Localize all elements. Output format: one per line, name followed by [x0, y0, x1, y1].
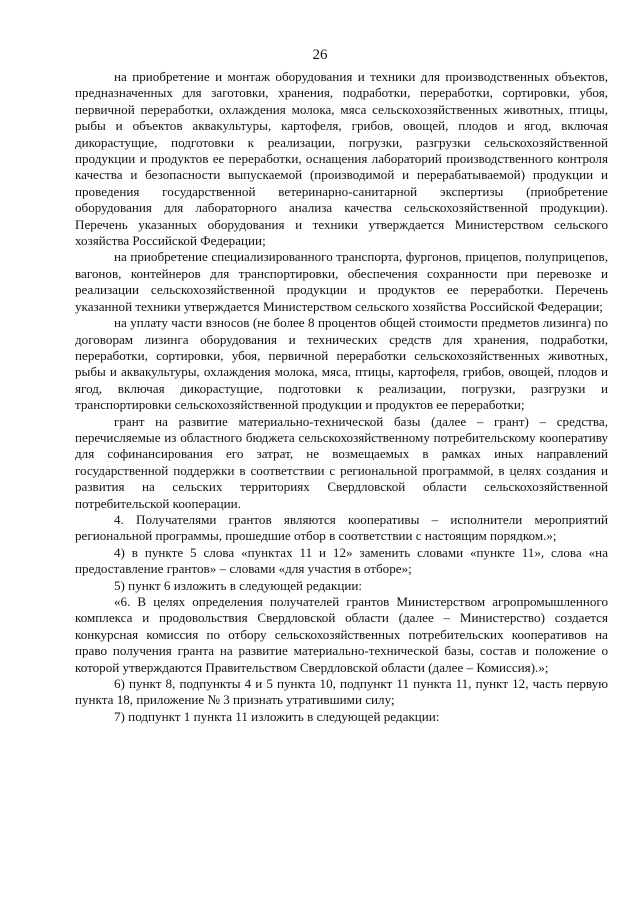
paragraph: на уплату части взносов (не более 8 процентов общей стоимости предметов лизинга) по договорам лизинга оборудования и технических средств для хранения, подработки, переработки, сортировки, убоя, первичной переработки сельскохозяйственных животных, рыбы и аквакультуры, охлаждения молока, мяса, птицы, картофеля, грибов, овощей, плодов и ягод, включая дикорастущие, подготовки к реализации, погрузки, разгрузки и транспортировки сельскохозяйственной продукции и продуктов ее переработки; — [75, 315, 608, 413]
paragraph: на приобретение специализированного транспорта, фургонов, прицепов, полуприцепов, вагонов, контейнеров для транспортировки, обеспечения сохранности при перевозке и реализации сельскохозяйственной продукции и продуктов ее переработки. Перечень указанной техники утверждается Министерством сельского хозяйства Российской Федерации; — [75, 249, 608, 314]
paragraph: 6) пункт 8, подпункты 4 и 5 пункта 10, подпункт 11 пункта 11, пункт 12, часть первую пункта 18, приложение № 3 признать утратившими силу; — [75, 676, 608, 708]
paragraph: 4) в пункте 5 слова «пунктах 11 и 12» заменить словами «пункте 11», слова «на предоставление грантов» – словами «для участия в отборе»; — [75, 544, 608, 577]
paragraph: 4. Получателями грантов являются кооперативы – исполнители мероприятий региональной программы, прошедшие отбор в соответствии с настоящим порядком.»; — [75, 511, 608, 544]
document-body — [75, 69, 608, 725]
paragraph: 7) подпункт 1 пункта 11 изложить в следующей редакции: — [114, 708, 440, 724]
paragraph: 5) пункт 6 изложить в следующей редакции: — [114, 577, 362, 593]
paragraph: «6. В целях определения получателей грантов Министерством агропромышленного комплекса и продовольствия Свердловской области (далее – Министерство) создается конкурсная комиссия по отбору сельскохозяйственных потребительских кооперативов на право получения гранта на развитие материально-технической базы, состав и положение о которой утверждаются Правительством Свердловской области (далее – Комиссия).»; — [75, 594, 608, 675]
paragraph: на приобретение и монтаж оборудования и техники для производственных объектов, предназначенных для заготовки, хранения, подработки, переработки, сортировки, убоя, первичной переработки, охлаждения молока, мяса сельскохозяйственных животных, птицы, рыбы и объектов аквакультуры, картофеля, грибов, овощей, плодов и ягод, включая дикорастущие, подготовки к реализации, погрузки, разгрузки сельскохозяйственной продукции и продуктов ее переработки, оснащения лабораторий производственного контроля качества и безопасности выпускаемой (производимой и перерабатываемой) продукции и проведения государственной ветеринарно-санитарной экспертизы (приобретение оборудования для лабораторного анализа качества сельскохозяйственной продукции). Перечень указанных оборудования и техники утверждается Министерством сельского хозяйства Российской Федерации; — [75, 69, 608, 249]
paragraph: грант на развитие материально-технической базы (далее – грант) – средства, перечисляемые из областного бюджета сельскохозяйственному потребительскому кооперативу для софинансирования его затрат, не возмещаемых в рамках иных направлений государственной поддержки в соответствии с региональной программой, в целях создания и развития на сельских территориях Свердловской области сельскохозяйственной потребительской кооперации. — [75, 413, 608, 511]
page-number: 26 — [312, 47, 328, 63]
